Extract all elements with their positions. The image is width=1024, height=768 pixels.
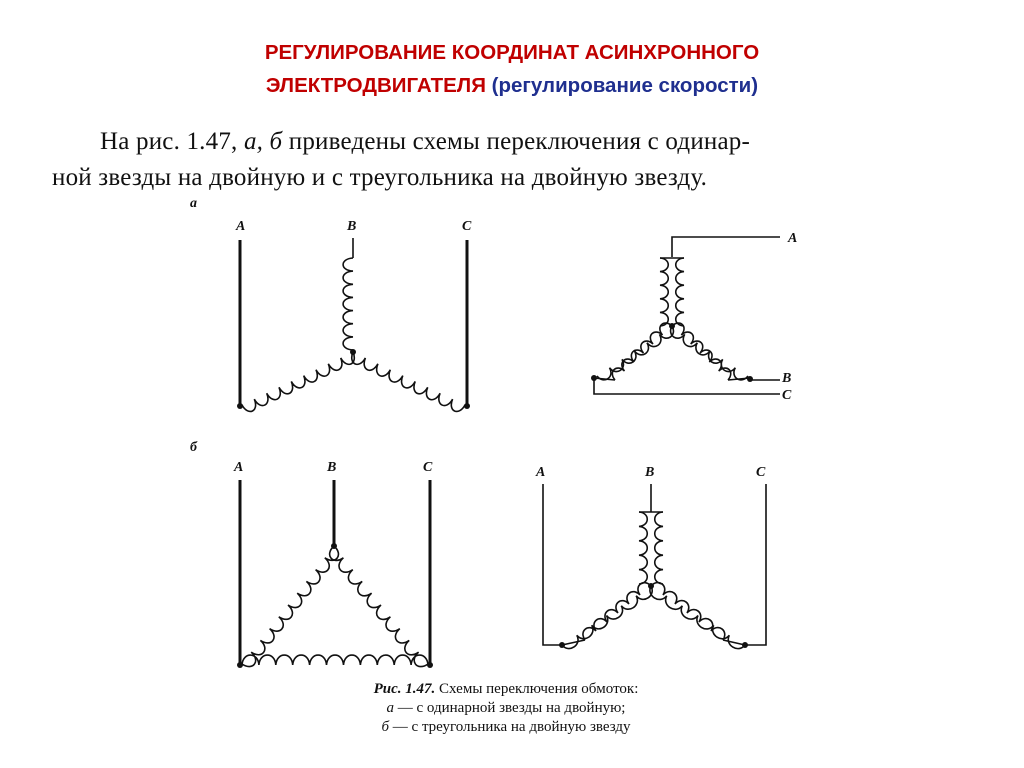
terminal-b-label: B bbox=[782, 371, 792, 386]
junction-dot bbox=[350, 349, 356, 355]
caption-line-1 bbox=[266, 680, 746, 699]
intro-part-3: приведены схемы переключения с одинар- bbox=[282, 128, 751, 155]
terminal-a-label: A bbox=[234, 460, 244, 475]
junction-dot bbox=[591, 375, 597, 381]
coil-path bbox=[562, 586, 652, 649]
caption-title: Схемы переключения обмоток: bbox=[435, 681, 639, 697]
coil-winding bbox=[676, 258, 684, 326]
intro-part-1: На рис. 1.47, bbox=[100, 128, 244, 155]
coil-winding bbox=[672, 323, 731, 380]
coil-winding bbox=[330, 546, 428, 667]
coil-winding bbox=[639, 512, 647, 584]
coil-path bbox=[352, 352, 465, 411]
title-line-2: ЭЛЕКТРОДВИГАТЕЛЯ bbox=[265, 74, 486, 97]
fig-b-label: б bbox=[190, 440, 197, 455]
coil-path bbox=[242, 352, 354, 411]
coil-path bbox=[330, 546, 428, 667]
coil-winding bbox=[562, 586, 652, 649]
figure-caption bbox=[266, 680, 746, 737]
junction-dot bbox=[648, 583, 654, 589]
terminal-c-label: C bbox=[423, 460, 433, 475]
intro-line-2: ной звезды на двойную и с треугольника на двойную звезду. bbox=[52, 164, 708, 191]
terminal-c-label: C bbox=[462, 219, 472, 234]
parallel-bridge bbox=[723, 640, 745, 645]
junction-dot bbox=[331, 543, 337, 549]
junction-dot bbox=[464, 403, 470, 409]
scheme-a-double-star bbox=[591, 231, 797, 403]
phase-a-line bbox=[672, 237, 780, 257]
parallel-bridge bbox=[594, 378, 615, 380]
phase-a-line bbox=[543, 484, 562, 645]
caption-line-2 bbox=[266, 699, 746, 718]
coil-winding bbox=[242, 546, 338, 667]
junction-dot bbox=[237, 662, 243, 668]
coil-path bbox=[672, 323, 731, 380]
parallel-bridge bbox=[728, 378, 750, 380]
coil-winding bbox=[655, 512, 663, 584]
coil-winding bbox=[242, 655, 428, 665]
junction-dot bbox=[427, 662, 433, 668]
coil-path bbox=[639, 512, 647, 584]
fig-a-label: а bbox=[190, 196, 197, 211]
junction-dot bbox=[742, 642, 748, 648]
caption-item-a-text: — с одинарной звезды на двойную; bbox=[394, 700, 626, 716]
terminal-c-label: C bbox=[782, 388, 792, 403]
caption-item-b-label: б bbox=[381, 719, 390, 735]
title-parenthetical: (регулирование скорости) bbox=[491, 74, 759, 97]
coil-winding bbox=[651, 583, 725, 640]
scheme-b-triangle bbox=[233, 460, 433, 668]
junction-dot bbox=[669, 323, 675, 329]
junction-dot bbox=[559, 642, 565, 648]
coil-path bbox=[242, 546, 338, 667]
coil-winding bbox=[242, 352, 354, 411]
scheme-b-double-star bbox=[535, 465, 766, 649]
coil-path bbox=[242, 655, 428, 665]
caption-item-a-label: а bbox=[386, 700, 394, 716]
terminal-a-label: A bbox=[788, 231, 798, 246]
scheme-a-single-star bbox=[235, 219, 472, 411]
terminal-b-label: B bbox=[327, 460, 337, 475]
intro-part-2: а, б bbox=[243, 128, 283, 155]
coil-winding bbox=[650, 586, 745, 649]
caption-item-b-text: — с треугольника на двойную звезду bbox=[389, 719, 631, 735]
phase-c-line bbox=[745, 484, 766, 645]
junction-dot bbox=[237, 403, 243, 409]
coil-path bbox=[655, 512, 663, 584]
junction-dot bbox=[747, 376, 753, 382]
coil-path bbox=[676, 258, 684, 326]
coil-path bbox=[660, 258, 668, 326]
parallel-bridge bbox=[562, 640, 585, 645]
terminal-b-label: B bbox=[645, 465, 655, 480]
terminal-c-label: C bbox=[756, 465, 766, 480]
coil-winding bbox=[352, 352, 465, 411]
terminal-a-label: A bbox=[236, 219, 246, 234]
coil-winding bbox=[343, 258, 353, 350]
coil-path bbox=[343, 258, 353, 350]
caption-line-3 bbox=[266, 718, 746, 737]
title-line-1: РЕГУЛИРОВАНИЕ КООРДИНАТ АСИНХРОННОГО bbox=[264, 41, 760, 64]
terminal-b-label: B bbox=[347, 219, 357, 234]
coil-path bbox=[612, 323, 672, 380]
caption-figure-number: Рис. 1.47. bbox=[373, 681, 436, 697]
coil-winding bbox=[612, 323, 672, 380]
coil-path bbox=[650, 586, 745, 649]
terminal-a-label: A bbox=[536, 465, 546, 480]
coil-winding bbox=[660, 258, 668, 326]
coil-path bbox=[651, 583, 725, 640]
